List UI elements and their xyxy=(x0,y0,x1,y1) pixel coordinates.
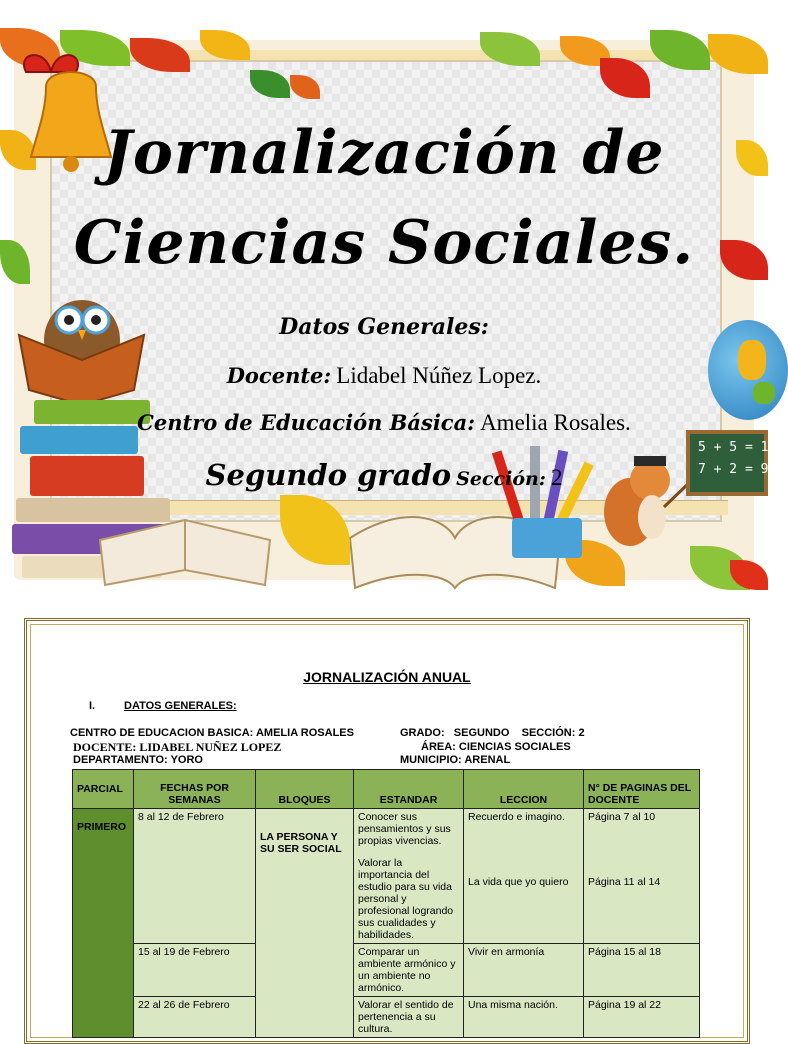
teacher-line xyxy=(0,363,768,389)
leccion-text: La vida que yo quiero xyxy=(468,876,569,888)
section-number: I. xyxy=(89,700,96,712)
table-row xyxy=(73,809,700,944)
cover-title-line-2: Ciencias Sociales. xyxy=(73,208,695,278)
estandar-text: Valorar la importancia del estudio para su vida personal y profesional logrando sus cualidades y habilidades. xyxy=(358,857,454,941)
header-bloques: BLOQUES xyxy=(256,770,354,809)
plan-title: JORNALIZACIÓN ANUAL xyxy=(303,669,471,685)
cell-fecha: 15 al 19 de Febrero xyxy=(134,944,256,997)
cell-parcial: PRIMERO xyxy=(73,809,134,1038)
info-area: ÁREA: CIENCIAS SOCIALES xyxy=(421,741,571,753)
school-value: Amelia Rosales. xyxy=(480,410,631,435)
cell-leccion: Vivir en armonía xyxy=(464,944,584,997)
grade-label: Segundo grado xyxy=(205,458,452,492)
info-department: DEPARTAMENTO: YORO xyxy=(73,754,203,766)
teacher-value: Lidabel Núñez Lopez. xyxy=(336,363,542,388)
cell-fecha: 8 al 12 de Febrero xyxy=(134,809,256,944)
grade-line xyxy=(0,458,768,492)
leccion-text: Recuerdo e imagino. xyxy=(468,811,565,823)
paginas-text: Página 11 al 14 xyxy=(588,876,661,888)
paginas-text: Página 7 al 10 xyxy=(588,811,656,823)
chalkboard-line: 7 + 2 = 9 xyxy=(698,462,769,477)
info-school: CENTRO DE EDUCACION BASICA: AMELIA ROSALES xyxy=(70,727,354,739)
header-fechas: FECHAS POR SEMANAS xyxy=(134,770,256,809)
teacher-label: Docente: xyxy=(226,363,332,388)
cell-leccion: Una misma nación. xyxy=(464,997,584,1038)
header-leccion: LECCION xyxy=(464,770,584,809)
cover-title-line-1: Jornalización de xyxy=(103,118,665,188)
info-grade-section: GRADO: SEGUNDO SECCIÓN: 2 xyxy=(400,727,585,739)
info-municipality: MUNICIPIO: ARENAL xyxy=(400,754,511,766)
info-teacher: DOCENTE: LIDABEL NUÑEZ LOPEZ xyxy=(73,740,282,754)
cell-paginas: Página 15 al 18 xyxy=(584,944,700,997)
header-paginas: N° DE PAGINAS DEL DOCENTE xyxy=(584,770,700,809)
open-book-icon xyxy=(95,510,275,590)
cell-estandar: Valorar el sentido de pertenencia a su cultura. xyxy=(354,997,464,1038)
section-value: 2 xyxy=(550,465,563,490)
estandar-text: Conocer sus pensamientos y sus propias vivencias. xyxy=(358,811,451,847)
owl-reading-icon xyxy=(14,290,149,410)
school-line xyxy=(0,410,768,436)
cell-leccion xyxy=(464,809,584,944)
cell-paginas xyxy=(584,809,700,944)
table-header-row xyxy=(73,770,700,809)
header-parcial: PARCIAL xyxy=(73,770,134,809)
chalkboard-line: 5 + 5 = 10 xyxy=(698,440,777,455)
plan-table xyxy=(72,769,700,1038)
table-row xyxy=(73,944,700,997)
cell-paginas: Página 19 al 22 xyxy=(584,997,700,1038)
school-label: Centro de Educación Básica: xyxy=(137,410,475,435)
annual-plan-page xyxy=(24,618,750,1044)
cell-fecha: 22 al 26 de Febrero xyxy=(134,997,256,1038)
table-row xyxy=(73,997,700,1038)
section-heading: DATOS GENERALES: xyxy=(124,700,237,712)
header-estandar: ESTANDAR xyxy=(354,770,464,809)
general-data-heading: Datos Generales: xyxy=(279,314,489,340)
section-label: Sección: xyxy=(456,468,546,490)
cell-estandar: Comparar un ambiente armónico y un ambiente no armónico. xyxy=(354,944,464,997)
cell-bloque: LA PERSONA Y SU SER SOCIAL xyxy=(256,809,354,1038)
cell-estandar xyxy=(354,809,464,944)
